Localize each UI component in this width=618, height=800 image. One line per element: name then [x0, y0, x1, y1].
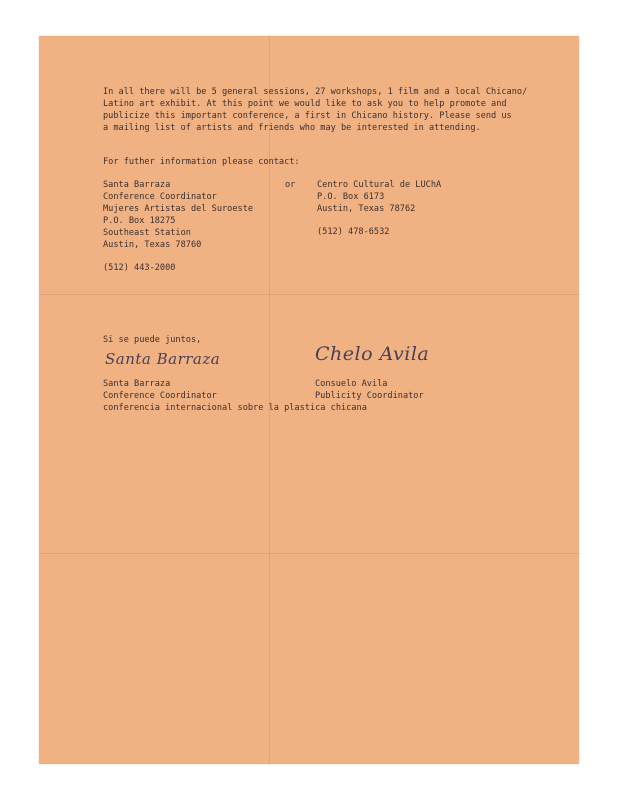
signer-left-name: Santa Barraza	[103, 379, 171, 389]
signer-right-title: Publicity Coordinator	[315, 391, 424, 401]
intro-line: In all there will be 5 general sessions, 27 workshops, 1 film and a local Chicano/	[103, 87, 528, 97]
signature-right: Chelo Avila	[315, 343, 430, 365]
contact-left-line: Santa Barraza	[103, 180, 171, 190]
fold-line	[39, 294, 579, 295]
signature-left: Santa Barraza	[105, 350, 221, 368]
contact-left-line: Mujeres Artistas del Suroeste	[103, 204, 254, 214]
contact-right-line: Austin, Texas 78762	[317, 204, 416, 214]
or-label: or	[285, 180, 296, 190]
closing-line: Si se puede juntos,	[103, 335, 202, 345]
contact-right-line: Centro Cultural de LUChA	[317, 180, 442, 190]
contact-right-line: P.O. Box 6173	[317, 192, 385, 202]
signer-right-name: Consuelo Avila	[315, 379, 388, 389]
fold-line	[39, 553, 579, 554]
contact-left-phone: (512) 443-2000	[103, 263, 176, 273]
signer-left-title: Conference Coordinator	[103, 391, 217, 401]
fold-line	[269, 36, 270, 764]
intro-line: a mailing list of artists and friends who may be interested in attending.	[103, 123, 481, 133]
conference-name-line: conferencia internacional sobre la plastica chicana	[103, 403, 367, 413]
contact-left-line: Austin, Texas 78760	[103, 240, 202, 250]
intro-line: publicize this important conference, a first in Chicano history. Please send us	[103, 111, 512, 121]
contact-left-line: Southeast Station	[103, 228, 191, 238]
contact-left-line: Conference Coordinator	[103, 192, 217, 202]
contact-left-line: P.O. Box 18275	[103, 216, 176, 226]
contact-intro: For futher information please contact:	[103, 157, 300, 167]
contact-right-phone: (512) 478-6532	[317, 227, 390, 237]
letter-page	[39, 36, 579, 764]
intro-line: Latino art exhibit. At this point we would like to ask you to help promote and	[103, 99, 507, 109]
